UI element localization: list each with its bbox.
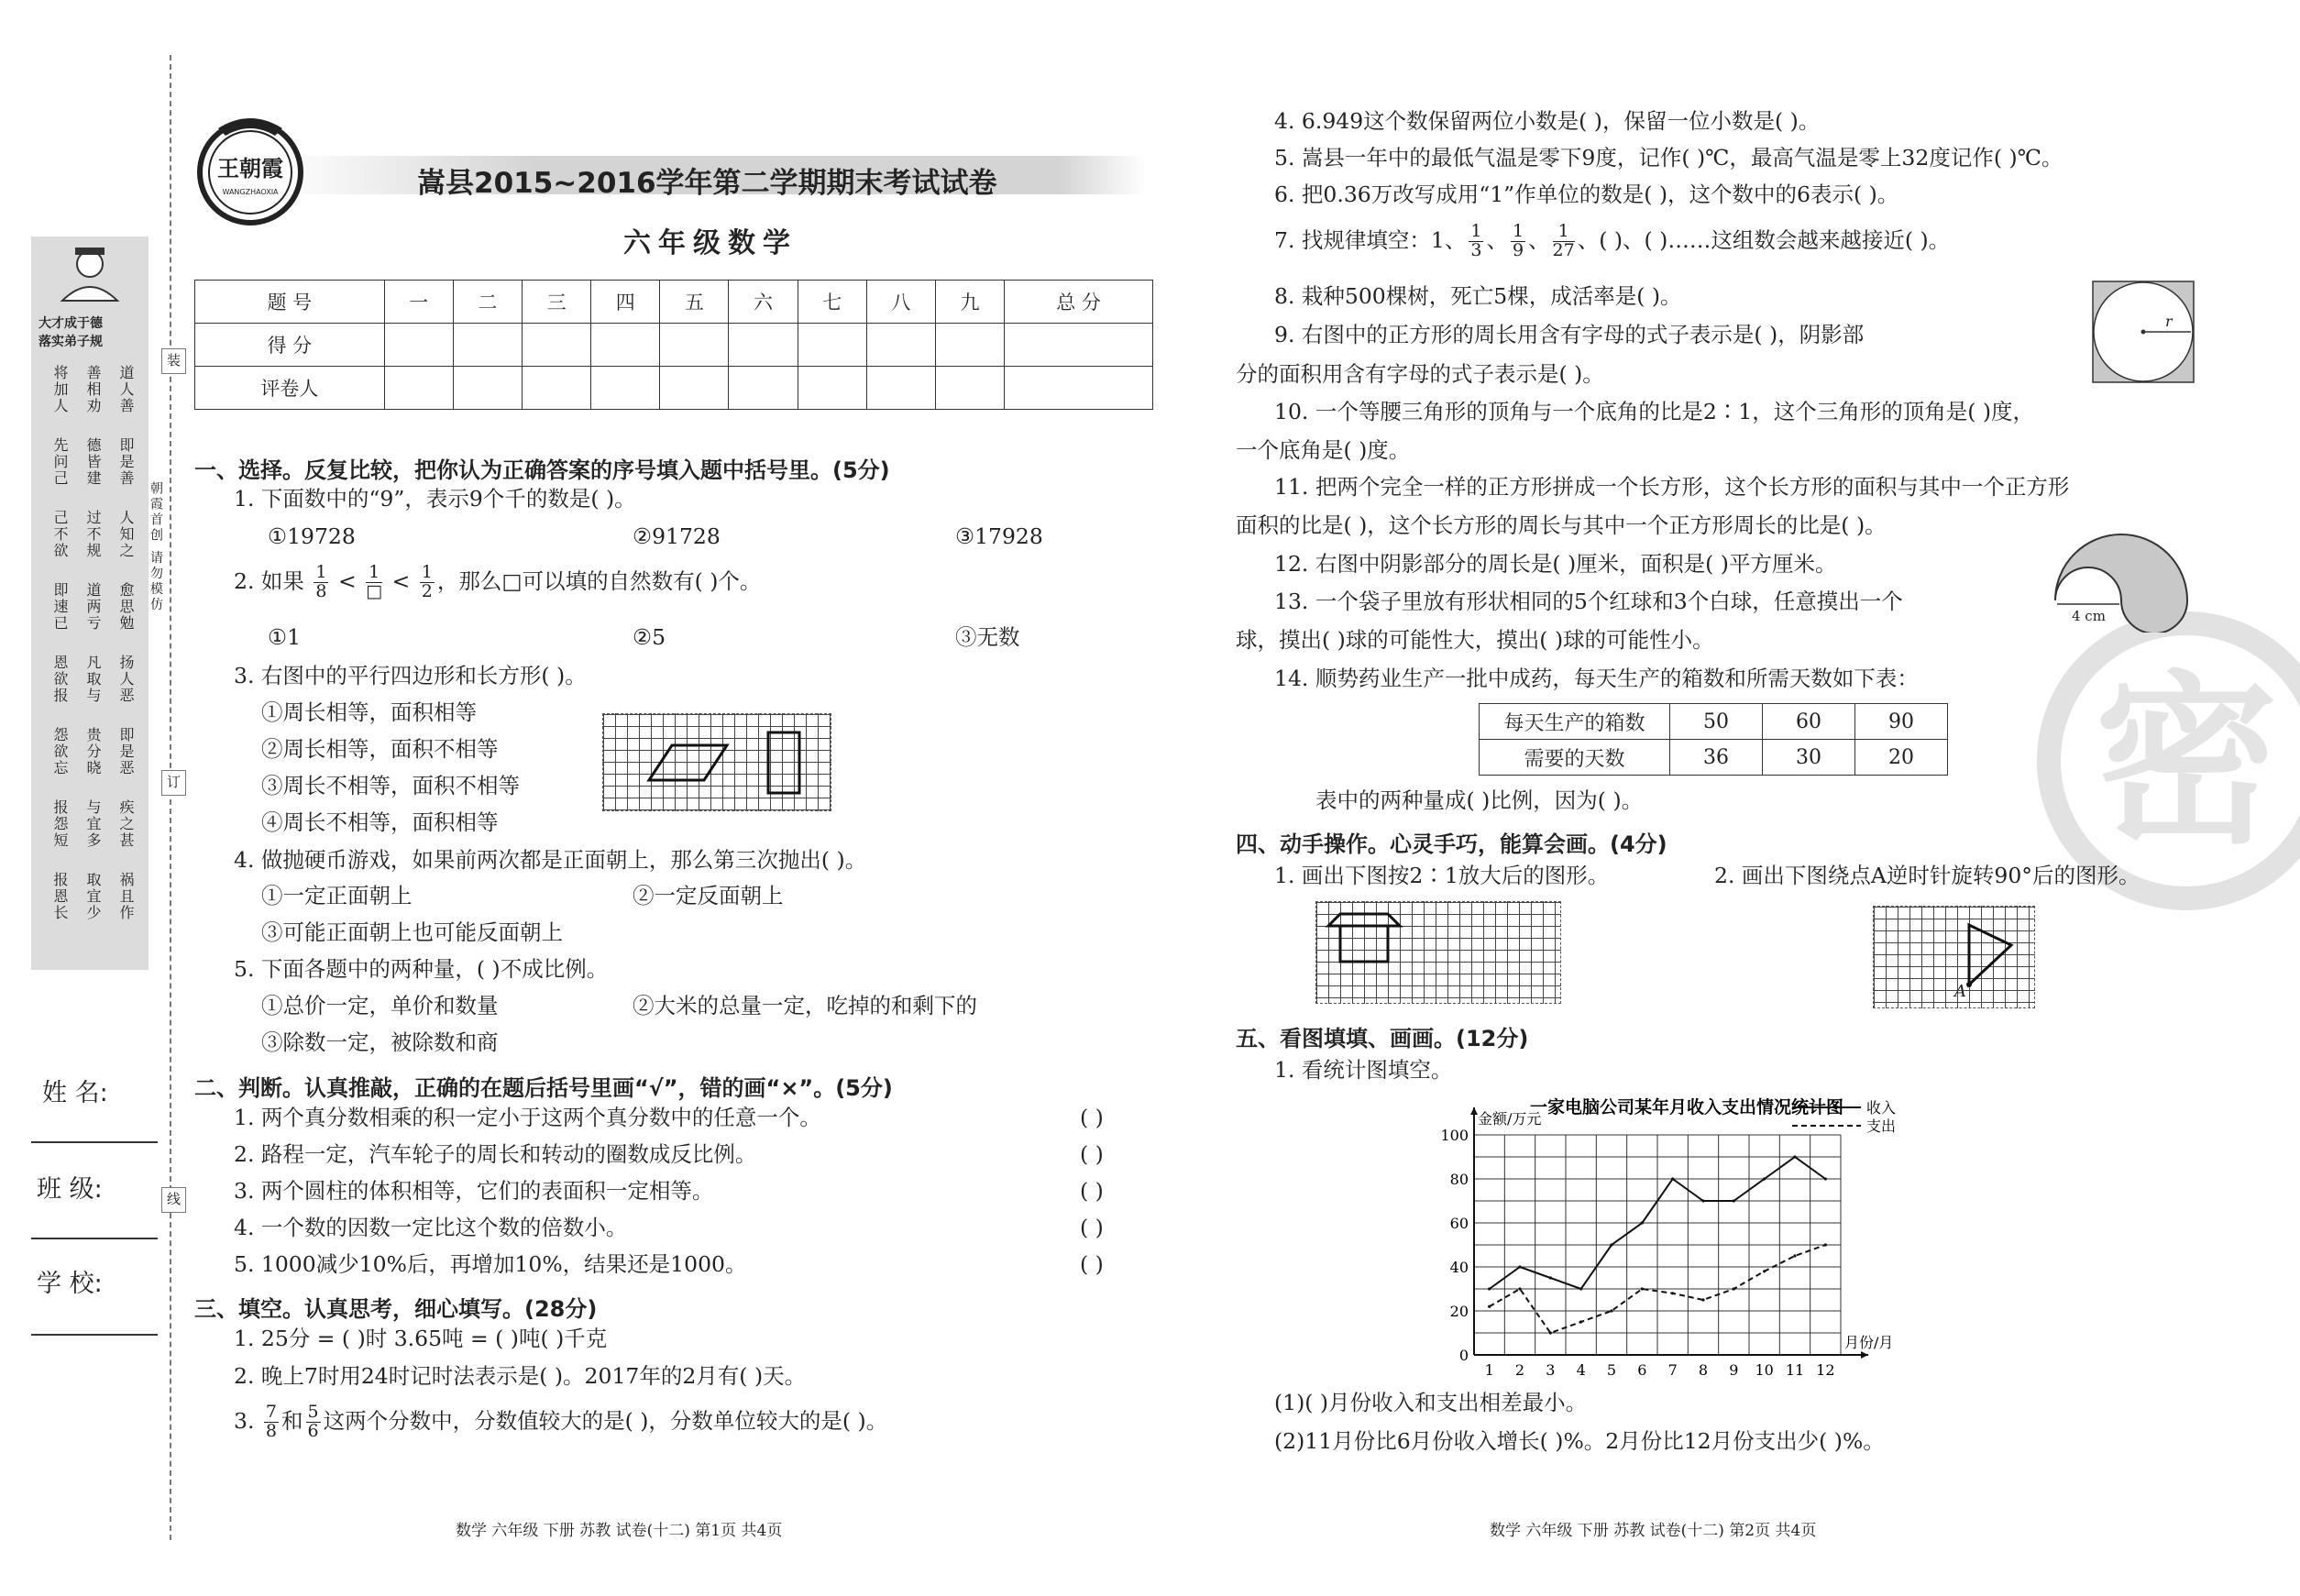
production-cell: 36 [1670, 740, 1763, 776]
seal-line-label: 线 [161, 1187, 186, 1213]
verse-column: 凡取与 [84, 655, 102, 704]
class-label: 班 级: [37, 1175, 103, 1204]
judge-item: 3. 两个圆柱的体积相等，它们的表面积一定相等。 [234, 1178, 714, 1204]
fill-8: 8. 栽种500棵树，死亡5棵，成活率是( )。 [1274, 283, 1682, 309]
fill-5: 5. 嵩县一年中的最低气温是零下9度，记作( )℃，最高气温是零上32度记作( )℃。 [1274, 145, 2063, 171]
x-tick-label: 5 [1606, 1361, 1617, 1379]
q2-option-2: ②5 [633, 624, 666, 650]
verse-column: 恩欲报 [51, 655, 69, 704]
data-point [1610, 1309, 1612, 1312]
fill-13a: 13. 一个袋子里放有形状相同的5个红球和3个白球，任意摸出一个 [1274, 589, 1903, 614]
legend-label: 支出 [1866, 1117, 1897, 1135]
shaded-semicircle-figure [2044, 518, 2209, 633]
fill-9b: 分的面积用含有字母的式子表示是( )。 [1236, 361, 1604, 387]
verse-column: 即是善 [117, 437, 135, 487]
score-cell[interactable] [729, 367, 798, 410]
fill-7: 7. 找规律填空：1、 $\frac{1}{3}$ 、 $\frac{1}{9}$ 、 $\frac{1}{27}$ 、( )、( )……这组数会越来越接近( )。 [1274, 221, 1951, 260]
score-cell[interactable] [1005, 324, 1153, 367]
q5-option-1: ①总价一定，单价和数量 [261, 993, 499, 1018]
score-cell[interactable] [935, 324, 1004, 367]
data-point [1518, 1265, 1521, 1268]
score-cell[interactable] [591, 324, 660, 367]
q2-option-3: ③无数 [955, 624, 1020, 650]
data-point [1763, 1177, 1766, 1180]
score-cell[interactable] [591, 367, 660, 410]
data-point [1549, 1331, 1552, 1334]
name-label: 姓 名: [42, 1079, 108, 1107]
q1-option-3: ③17928 [955, 523, 1043, 549]
score-table [194, 280, 1153, 410]
fill-10b: 一个底角是( )度。 [1236, 437, 1411, 463]
logo [191, 108, 310, 227]
banner-line2: 落实弟子规 [39, 335, 103, 349]
judge-answer-paren[interactable]: ( ) [1080, 1215, 1104, 1240]
x-tick-label: 1 [1484, 1361, 1494, 1379]
score-cell[interactable] [798, 324, 866, 367]
q3-text: 3. 右图中的平行四边形和长方形( )。 [234, 663, 587, 688]
q4-text: 4. 做抛硬币游戏，如果前两次都是正面朝上，那么第三次抛出( )。 [234, 847, 867, 873]
verse-column: 道人善 [117, 365, 135, 414]
score-header-cell: 六 [729, 281, 798, 324]
fill-2: 2. 晚上7时用24时记时法表示是( )。2017年的2月有( )天。 [234, 1363, 807, 1389]
verse-column: 疾之甚 [117, 799, 135, 849]
school-label: 学 校: [37, 1270, 103, 1298]
score-header-cell: 一 [384, 281, 453, 324]
verse-column: 取宜少 [84, 872, 102, 921]
data-point [1763, 1270, 1766, 1272]
x-tick-label: 11 [1785, 1361, 1805, 1379]
data-point [1610, 1243, 1612, 1246]
y-axis-label: 金额/万元 [1478, 1110, 1542, 1128]
score-row-label: 得 分 [195, 324, 385, 367]
verse-column: 报怨短 [51, 799, 69, 849]
x-axis-arrow [1861, 1351, 1868, 1359]
score-header-cell: 五 [660, 281, 729, 324]
score-cell[interactable] [866, 367, 935, 410]
score-cell[interactable] [660, 324, 729, 367]
score-header-cell: 九 [935, 281, 1004, 324]
verse-column: 过不规 [84, 510, 102, 559]
scholar-figure-icon [31, 237, 149, 310]
score-cell[interactable] [523, 367, 591, 410]
score-cell[interactable] [729, 324, 798, 367]
fraction: $\frac{7}{8}$ [265, 1402, 277, 1441]
judge-item: 1. 两个真分数相乘的积一定小于这两个真分数中的任意一个。 [234, 1105, 821, 1130]
data-point [1518, 1287, 1521, 1290]
notice-text: 朝霞首创 请勿模仿 [149, 481, 163, 613]
y-tick-label: 20 [1449, 1303, 1469, 1320]
logo-sub: WANGZHAOXIA [222, 188, 279, 196]
x-tick-label: 6 [1637, 1361, 1647, 1379]
production-table [1479, 703, 1948, 776]
fill-14: 14. 顺势药业生产一批中成药，每天生产的箱数和所需天数如下表： [1274, 666, 1919, 691]
exam-title: 嵩县2015~2016学年第二学期期末考试试卷 [417, 167, 997, 200]
judge-item: 4. 一个数的因数一定比这个数的倍数小。 [234, 1215, 628, 1240]
score-cell[interactable] [384, 324, 453, 367]
x-tick-label: 10 [1755, 1361, 1774, 1379]
score-cell[interactable] [798, 367, 866, 410]
production-cell: 20 [1855, 740, 1948, 776]
fill-13b: 球，摸出( )球的可能性大，摸出( )球的可能性小。 [1236, 627, 1714, 653]
data-point [1824, 1243, 1827, 1246]
q3-option-2: ②周长相等，面积不相等 [261, 736, 499, 762]
logo-text: 王朝霞 [217, 155, 283, 182]
point-a-label: A [1954, 982, 1966, 1001]
q1-option-1: ①19728 [268, 523, 356, 549]
score-cell[interactable] [384, 367, 453, 410]
fill-11b: 面积的比是( )，这个长方形的周长与其中一个正方形周长的比是( )。 [1236, 512, 1887, 538]
class-field[interactable] [31, 1238, 158, 1239]
section-5-title: 五、看图填填、画画。(12分) [1236, 1026, 1529, 1051]
y-tick-label: 100 [1440, 1127, 1469, 1144]
fraction: $\frac{5}{6}$ [307, 1402, 319, 1441]
y-axis-arrow [1470, 1107, 1478, 1115]
score-cell[interactable] [660, 367, 729, 410]
fraction: $\frac{1}{3}$ [1470, 221, 1482, 260]
q5-option-3: ③除数一定，被除数和商 [261, 1029, 499, 1055]
verse-column: 祸且作 [117, 872, 135, 921]
data-point [1793, 1254, 1796, 1257]
data-point [1549, 1276, 1552, 1279]
x-tick-label: 7 [1667, 1361, 1678, 1379]
x-axis-label: 月份/月 [1844, 1334, 1894, 1351]
data-point [1701, 1298, 1704, 1301]
y-tick-label: 80 [1449, 1171, 1469, 1188]
data-point [1733, 1287, 1735, 1290]
y-tick-label: 60 [1449, 1215, 1469, 1232]
score-cell[interactable] [866, 324, 935, 367]
data-point [1641, 1287, 1644, 1290]
fraction: $\frac{1}{□}$ [366, 562, 383, 601]
score-row-label: 评卷人 [195, 367, 385, 410]
q3-grid-figure [602, 713, 831, 811]
score-header-cell: 七 [798, 281, 866, 324]
verse-column: 怨欲忘 [51, 727, 69, 776]
watermark-text: 密 [2094, 655, 2279, 869]
sidebar-banner [31, 237, 149, 970]
x-tick-label: 2 [1514, 1361, 1525, 1379]
fold-line [170, 55, 171, 1540]
judge-item: 5. 1000减少10%后，再增加10%，结果还是1000。 [234, 1251, 747, 1277]
section-3-title: 三、填空。认真思考，细心填写。(28分) [194, 1296, 598, 1322]
x-tick-label: 9 [1729, 1361, 1739, 1379]
rotate-grid-figure [1873, 906, 2035, 1008]
score-cell[interactable] [453, 324, 522, 367]
page-2-footer: 数学 六年级 下册 苏教 试卷(十二) 第2页 共4页 [1490, 1522, 1817, 1540]
data-point [1793, 1155, 1796, 1158]
production-cell: 50 [1670, 704, 1763, 740]
school-field[interactable] [31, 1334, 158, 1336]
fill-14-answer: 表中的两种量成( )比例，因为( )。 [1315, 787, 1644, 813]
verse-column: 道两亏 [84, 582, 102, 632]
score-header-cell: 总 分 [1005, 281, 1153, 324]
verse-column: 与宜多 [84, 799, 102, 849]
seal-line-label: 装 [161, 348, 186, 374]
verse-column: 即是恶 [117, 727, 135, 776]
data-point [1824, 1177, 1827, 1180]
q5-option-2: ②大米的总量一定，吃掉的和剩下的 [633, 993, 977, 1018]
q2-text: 2. 如果 $\frac{1}{8}$ < $\frac{1}{□}$ < $\frac{1}{2}$ ，那么□可以填的自然数有( )个。 [234, 562, 762, 601]
verse-column: 贵分晓 [84, 727, 102, 776]
judge-answer-paren[interactable]: ( ) [1080, 1141, 1104, 1167]
verse-column: 先问己 [51, 437, 69, 487]
chart-title: 一家电脑公司某年月收入支出情况统计图 [1529, 1097, 1844, 1117]
page-1-footer: 数学 六年级 下册 苏教 试卷(十二) 第1页 共4页 [456, 1522, 783, 1540]
q2-option-1: ①1 [268, 624, 302, 650]
score-header-cell: 三 [523, 281, 591, 324]
fill-1: 1. 25分 = ( )时 3.65吨 = ( )吨( )千克 [234, 1326, 608, 1351]
production-cell: 60 [1763, 704, 1855, 740]
q1-option-2: ②91728 [633, 523, 721, 549]
fill-3: 3. $\frac{7}{8}$ 和 $\frac{5}{6}$ 这两个分数中，分数值较大的是( )，分数单位较大的是( )。 [234, 1402, 888, 1441]
fill-10a: 10. 一个等腰三角形的顶角与一个底角的比是2∶1，这个三角形的顶角是( )度， [1274, 399, 2035, 424]
x-tick-label: 8 [1698, 1361, 1709, 1379]
score-header-cell: 八 [866, 281, 935, 324]
q3-option-4: ④周长不相等，面积相等 [261, 809, 499, 835]
section-1-title: 一、选择。反复比较，把你认为正确答案的序号填入题中括号里。(5分) [194, 457, 890, 483]
operation-1: 1. 画出下图按2∶1放大后的图形。 [1274, 863, 1610, 888]
verse-column: 德皆建 [84, 437, 102, 487]
graph-q2: (2)11月份比6月份收入增长( )%。2月份比12月份支出少( )%。 [1274, 1428, 1885, 1454]
square-circle-figure [2092, 281, 2195, 383]
score-cell[interactable] [935, 367, 1004, 410]
data-point [1733, 1199, 1735, 1202]
data-point [1671, 1177, 1674, 1180]
q4-option-1: ①一定正面朝上 [261, 883, 413, 908]
production-cell: 需要的天数 [1480, 740, 1670, 776]
name-field[interactable] [31, 1141, 158, 1143]
verse-column: 善相劝 [84, 365, 102, 414]
fraction: $\frac{1}{8}$ [315, 562, 327, 601]
verse-column: 愈思勉 [117, 582, 135, 632]
x-tick-label: 12 [1816, 1361, 1835, 1379]
fill-12: 12. 右图中阴影部分的周长是( )厘米，面积是( )平方厘米。 [1274, 551, 1837, 577]
section-2-title: 二、判断。认真推敲，正确的在题后括号里画“√”，错的画“×”。(5分) [194, 1075, 893, 1101]
verse-column: 即速已 [51, 582, 69, 632]
fill-4: 4. 6.949这个数保留两位小数是( )，保留一位小数是( )。 [1274, 108, 1821, 134]
verse-block [42, 365, 145, 952]
section-4-title: 四、动手操作。心灵手巧，能算会画。(4分) [1236, 831, 1667, 857]
judge-answer-paren[interactable]: ( ) [1080, 1178, 1104, 1204]
legend-label: 收入 [1866, 1099, 1897, 1117]
graph-question: 1. 看统计图填空。 [1274, 1057, 1453, 1083]
score-cell[interactable] [453, 367, 522, 410]
score-header-cell: 四 [591, 281, 660, 324]
y-tick-label: 0 [1458, 1347, 1469, 1364]
q5-text: 5. 下面各题中的两种量，( )不成比例。 [234, 956, 609, 982]
production-cell: 每天生产的箱数 [1480, 704, 1670, 740]
data-point [1488, 1287, 1491, 1290]
score-header-cell: 二 [453, 281, 522, 324]
data-point [1579, 1287, 1582, 1290]
radius-label: r [2165, 313, 2173, 330]
income-expense-chart [1430, 1091, 1943, 1393]
graph-q1: (1)( )月份收入和支出相差最小。 [1274, 1390, 1588, 1415]
q4-option-3: ③可能正面朝上也可能反面朝上 [261, 919, 563, 945]
x-tick-label: 3 [1546, 1361, 1556, 1379]
x-tick-label: 4 [1576, 1361, 1586, 1379]
fill-6: 6. 把0.36万改写成用“1”作单位的数是( )，这个数中的6表示( )。 [1274, 182, 1899, 207]
verse-column: 将加人 [51, 365, 69, 414]
data-point [1641, 1221, 1644, 1224]
fraction: $\frac{1}{9}$ [1512, 221, 1524, 260]
data-point [1488, 1305, 1491, 1308]
score-cell[interactable] [523, 324, 591, 367]
score-header-cell: 题 号 [195, 281, 385, 324]
length-label: 4 cm [2072, 608, 2106, 624]
q3-option-1: ①周长相等，面积相等 [261, 699, 477, 725]
data-point [1701, 1199, 1704, 1202]
fill-9a: 9. 右图中的正方形的周长用含有字母的式子表示是( )，阴影部 [1274, 322, 1865, 347]
score-cell[interactable] [1005, 367, 1153, 410]
verse-column: 报恩长 [51, 872, 69, 921]
q3-option-3: ③周长不相等，面积不相等 [261, 773, 520, 798]
production-cell: 90 [1855, 704, 1948, 740]
y-tick-label: 40 [1449, 1259, 1469, 1276]
enlarge-grid-figure [1315, 901, 1561, 1004]
production-cell: 30 [1763, 740, 1855, 776]
banner-line1: 大才成于德 [39, 316, 103, 331]
operation-2: 2. 画出下图绕点A逆时针旋转90°后的图形。 [1714, 863, 2140, 888]
data-point [1579, 1320, 1582, 1323]
fill-11a: 11. 把两个完全一样的正方形拼成一个长方形，这个长方形的面积与其中一个正方形 [1274, 474, 2070, 500]
q4-option-2: ②一定反面朝上 [633, 883, 784, 908]
fraction: $\frac{1}{27}$ [1552, 221, 1575, 260]
subject-title: 六年级数学 [623, 227, 798, 259]
data-point [1671, 1292, 1674, 1294]
fraction: $\frac{1}{2}$ [421, 562, 433, 601]
q1-text: 1. 下面数中的“9”，表示9个千的数是( )。 [234, 486, 636, 512]
seal-line-label: 订 [161, 770, 186, 796]
verse-column: 扬人恶 [117, 655, 135, 704]
judge-answer-paren[interactable]: ( ) [1080, 1251, 1104, 1277]
verse-column: 人知之 [117, 510, 135, 559]
verse-column: 己不欲 [51, 510, 69, 559]
judge-answer-paren[interactable]: ( ) [1080, 1105, 1104, 1130]
judge-item: 2. 路程一定，汽车轮子的周长和转动的圈数成反比例。 [234, 1141, 757, 1167]
